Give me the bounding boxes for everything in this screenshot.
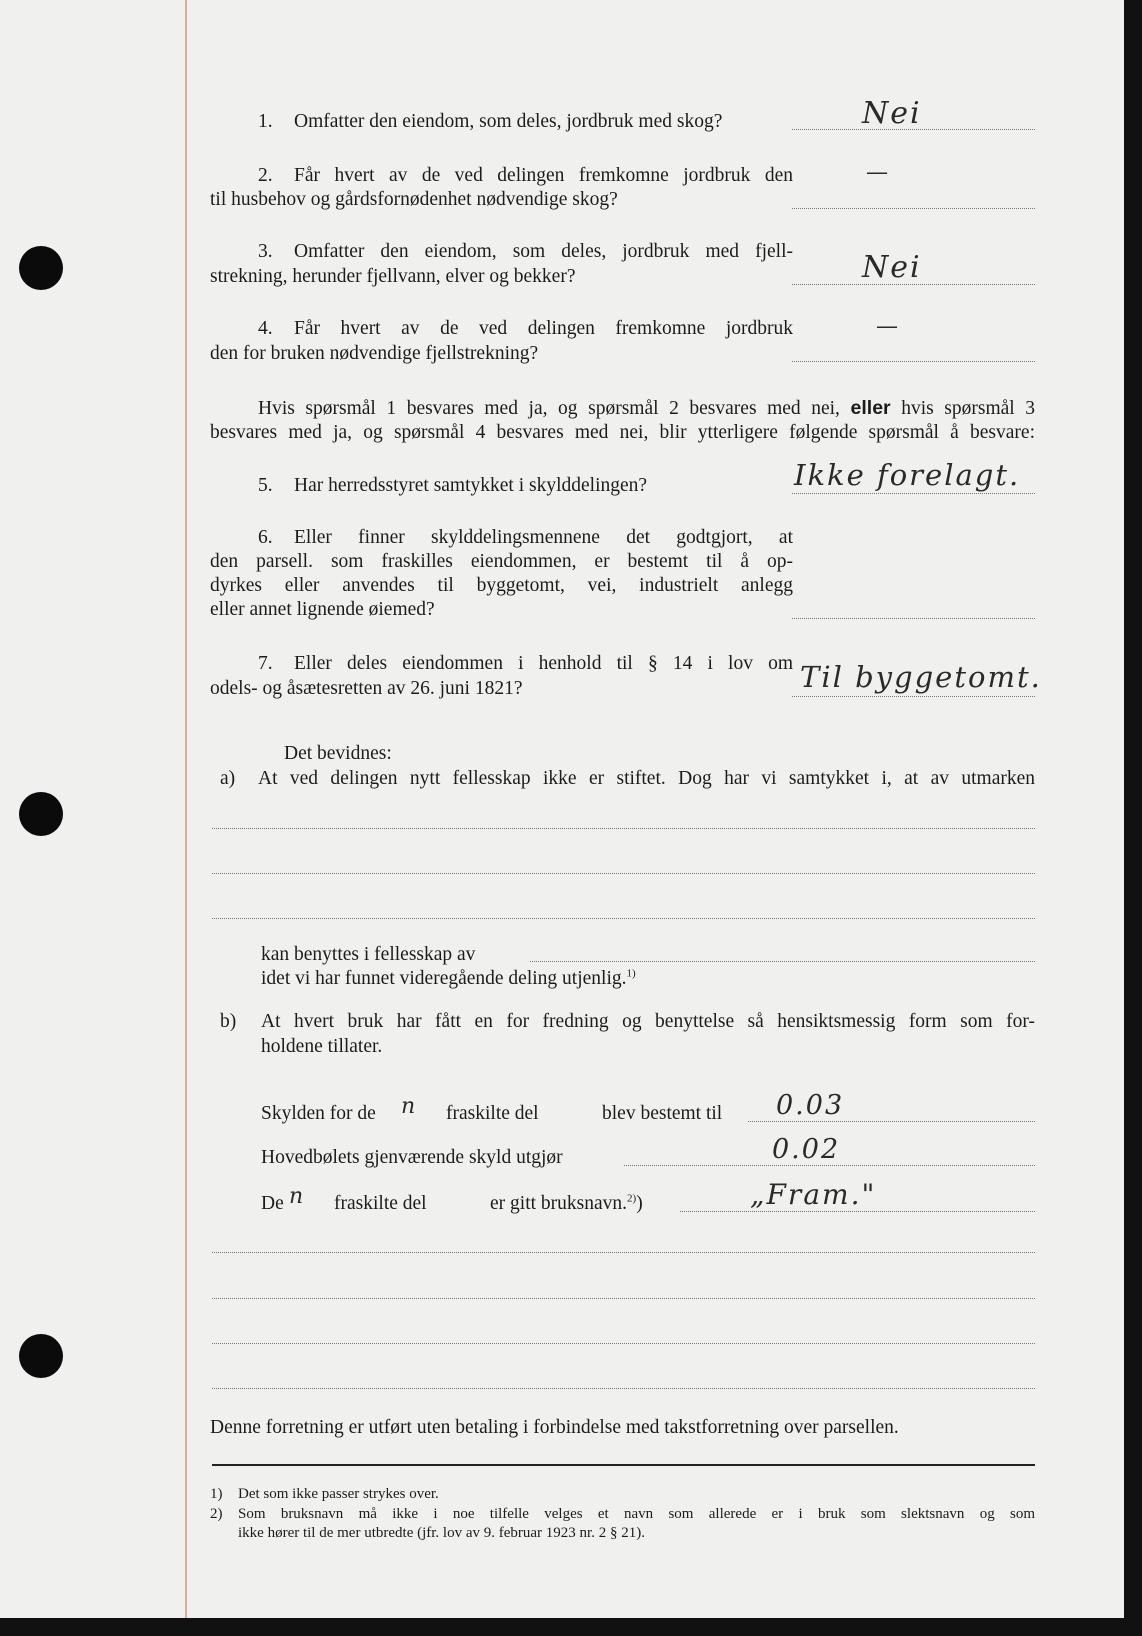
question-7-answer: Til byggetomt. <box>800 660 1042 694</box>
footnote-2-mark: 2) <box>210 1506 223 1522</box>
question-3-text-line1: Omfatter den eiendom, som deles, jordbruk med fjell- <box>294 241 793 262</box>
tax-row1-label-b: fraskilte del <box>446 1103 539 1124</box>
footnote-2-text-line2: ikke hører til de mer utbredte (jfr. lov av 9. februar 1923 nr. 2 § 21). <box>238 1525 645 1541</box>
tax-row3-label-c: er gitt bruksnavn.$^{2)}$) <box>490 1192 643 1214</box>
question-5-text: Har herredsstyret samtykket i skylddelingen? <box>294 475 648 496</box>
tax-row3-value: „Fram." <box>750 1178 877 1211</box>
answer-line <box>792 618 1035 619</box>
question-1-answer: Nei <box>862 96 922 131</box>
fill-line <box>530 961 1035 962</box>
tax-row2-value: 0.02 <box>772 1134 841 1165</box>
question-6-text-line2: den parsell. som fraskilles eiendommen, er bestemt til å op- <box>210 551 793 572</box>
footnote-1-text: Det som ikke passer strykes over. <box>238 1486 439 1502</box>
question-1-text: Omfatter den eiendom, som deles, jordbruk med skog? <box>294 111 723 132</box>
question-2-answer: — <box>866 160 890 185</box>
fill-line <box>212 1298 1035 1299</box>
fill-line <box>212 1388 1035 1389</box>
value-line <box>624 1165 1035 1166</box>
question-6-text-line4: eller annet lignende øiemed? <box>210 599 435 620</box>
question-7-text-line2: odels- og åsætesretten av 26. juni 1821? <box>210 678 523 699</box>
condition-line2: besvares med ja, og spørsmål 4 besvares med nei, blir ytterligere følgende spørsmål å besvare: <box>210 422 1035 443</box>
answer-line <box>792 696 1035 697</box>
value-line <box>748 1121 1035 1122</box>
attest-heading: Det bevidnes: <box>284 743 392 764</box>
value-line <box>680 1211 1035 1212</box>
attest-a-text: At ved delingen nytt fellesskap ikke er stiftet. Dog har vi samtykket i, at av utmarken <box>258 768 1035 789</box>
answer-line <box>792 493 1035 494</box>
question-2-text-line1: Får hvert av de ved delingen fremkomne jordbruk den <box>294 165 793 186</box>
further-division-text: idet vi har funnet videregående deling utjenlig.$^{1)}$ <box>261 967 636 989</box>
question-3-answer: Nei <box>862 250 922 285</box>
tax-row1-label-c: blev bestemt til <box>602 1103 723 1124</box>
attest-a-label: a) <box>220 768 236 789</box>
question-4-text-line1: Får hvert av de ved delingen fremkomne jordbruk <box>294 318 793 339</box>
fill-line <box>212 1252 1035 1253</box>
tax-row3-label-a: De <box>261 1193 284 1214</box>
question-6-text-line1: Eller finner skylddelingsmennene det godtgjort, at <box>294 527 793 548</box>
question-3-text-line2: strekning, herunder fjellvann, elver og bekker? <box>210 266 576 287</box>
question-2-number: 2. <box>258 165 273 186</box>
tax-row3-handwritten: n <box>289 1184 306 1209</box>
fill-line <box>212 828 1035 829</box>
question-6-number: 6. <box>258 527 273 548</box>
tax-row1-handwritten: n <box>401 1094 418 1119</box>
answer-line <box>792 208 1035 209</box>
fill-line <box>212 918 1035 919</box>
attest-b-label: b) <box>220 1011 237 1032</box>
tax-row2-label: Hovedbølets gjenværende skyld utgjør <box>261 1147 563 1168</box>
tax-row1-label-a: Skylden for de <box>261 1103 376 1124</box>
punch-hole <box>19 1334 63 1378</box>
fill-line <box>212 1343 1035 1344</box>
margin-line <box>185 0 187 1618</box>
fill-line <box>212 873 1035 874</box>
question-2-text-line2: til husbehov og gårdsfornødenhet nødvendige skog? <box>210 189 618 210</box>
question-7-number: 7. <box>258 653 273 674</box>
footnote-separator <box>212 1464 1035 1466</box>
question-5-number: 5. <box>258 475 273 496</box>
question-5-answer: Ikke forelagt. <box>794 458 1021 492</box>
question-6-text-line3: dyrkes eller anvendes til byggetomt, vei, industrielt anlegg <box>210 575 793 596</box>
question-3-number: 3. <box>258 241 273 262</box>
question-1-number: 1. <box>258 111 273 132</box>
punch-hole <box>19 792 63 836</box>
closing-statement: Denne forretning er utført uten betaling i forbindelse med takstforretning over parsellen. <box>210 1417 899 1438</box>
question-4-number: 4. <box>258 318 273 339</box>
attest-b-text-line1: At hvert bruk har fått en for fredning og benyttelse så hensiktsmessig form som for- <box>261 1011 1035 1032</box>
footnote-1-mark: 1) <box>210 1486 223 1502</box>
footnote-2-text-line1: Som bruksnavn må ikke i noe tilfelle velges et navn som allerede er i bruk som slektsnavn og som <box>238 1506 1035 1522</box>
question-4-text-line2: den for bruken nødvendige fjellstrekning? <box>210 343 539 364</box>
tax-row3-label-b: fraskilte del <box>334 1193 427 1214</box>
condition-line1: Hvis spørsmål 1 besvares med ja, og spørsmål 2 besvares med nei, eller hvis spørsmål 3 <box>258 397 1036 419</box>
shared-use-label: kan benyttes i fellesskap av <box>261 944 476 965</box>
punch-hole <box>19 246 63 290</box>
question-4-answer: — <box>876 314 900 339</box>
tax-row1-value: 0.03 <box>776 1090 845 1121</box>
question-7-text-line1: Eller deles eiendommen i henhold til § 14 i lov om <box>294 653 793 674</box>
attest-b-text-line2: holdene tillater. <box>261 1036 383 1057</box>
answer-line <box>792 361 1035 362</box>
